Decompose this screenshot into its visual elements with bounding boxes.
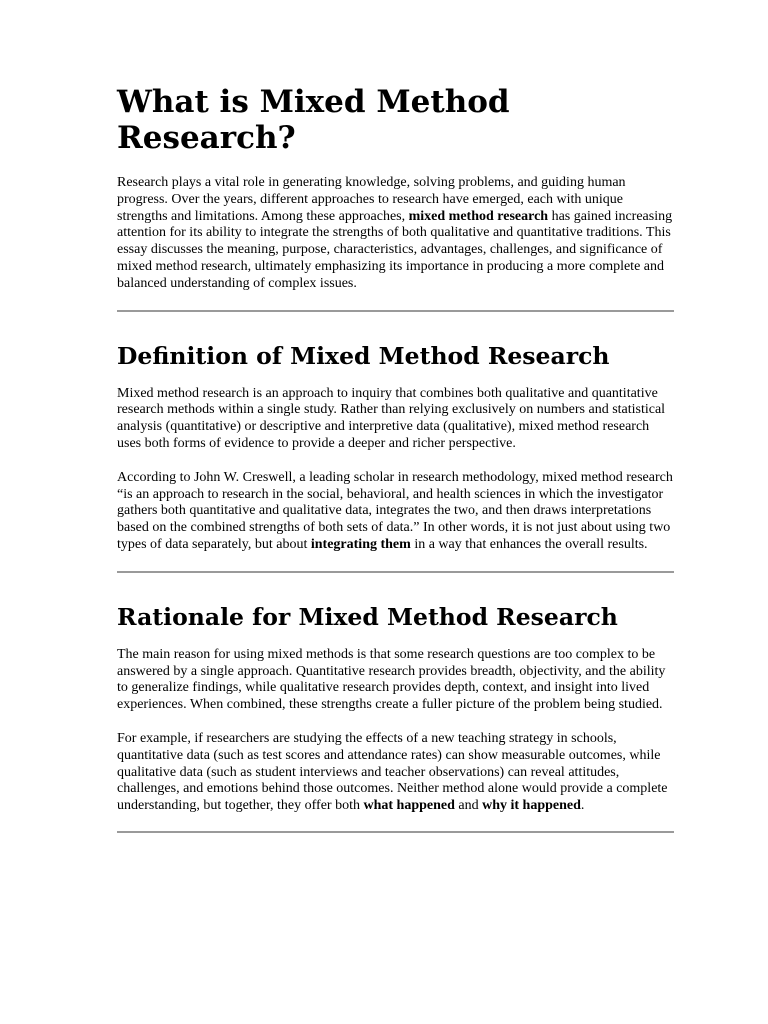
rationale-paragraph-2 <box>117 731 674 815</box>
definition-paragraph-2 <box>117 470 674 554</box>
rationale-paragraph-1: The main reason for using mixed methods is that some research questions are too complex to be answered by a single approach. Quantitative research provides breadth, objectivity, and the ability to generalize findings, while qualitative research provides depth, context, and insight into lived experiences. When combined, these strengths create a fuller picture of the problem being studied. <box>117 646 666 713</box>
section-divider <box>117 571 674 573</box>
page-title: What is Mixed Method Research? <box>117 84 510 156</box>
rationale-p2-bold-1: what happened <box>363 798 455 814</box>
definition-p2-text-end: in a way that enhances the overall results. <box>410 536 648 552</box>
intro-paragraph <box>117 175 674 293</box>
intro-text: Research plays a vital role in generating knowledge, solving problems, and guiding human progress. Over the years, different approaches to research have emerged, each with unique strengths and limitations. Among these approaches, <box>117 175 626 224</box>
intro-text-continued: has gained increasing attention for its ability to integrate the strengths of both qualitative and quantitative traditions. This essay discusses the meaning, purpose, characteristics, advantages, challenges, and significance of mixed method research, ultimately emphasizing its importance in producing a more complete and balanced understanding of complex issues. <box>117 208 673 291</box>
rationale-p2-text-mid: and <box>454 798 483 814</box>
definition-paragraph-1: Mixed method research is an approach to inquiry that combines both qualitative and quantitative research methods within a single study. Rather than relying exclusively on numbers and statistical analysis (quantitative) or descriptive and interpretive data (qualitative), mixed method research uses both forms of evidence to provide a deeper and richer perspective. <box>117 385 666 451</box>
intro-bold-term: mixed method research <box>408 208 549 224</box>
section-divider <box>117 310 674 312</box>
rationale-p2-text: For example, if researchers are studying the effects of a new teaching strategy in schools, quantitative data (such as test scores and attendance rates) can show measurable outcomes, while qualitative data (such as student interviews and teacher observations) can reveal attitudes, challenges, and emotions behind those outcomes. Neither method alone would provide a complete understanding, but together, they offer both <box>117 730 668 814</box>
document-body <box>117 84 674 833</box>
rationale-p2-bold-2: why it happened <box>482 798 581 814</box>
definition-p2-text: According to John W. Creswell, a leading scholar in research methodology, mixed method research “is an approach to research in the social, behavioral, and health sciences in which the investigator gathers both quantitative and qualitative data, integrates the two, and then draws interpretations based on the combined strengths of both sets of data.” In other words, it is not just about using two types of data separately, but about <box>117 469 673 552</box>
section-divider <box>117 831 674 833</box>
rationale-p2-text-end: . <box>580 798 585 814</box>
definition-heading: Definition of Mixed Method Research <box>117 341 610 370</box>
definition-p2-bold: integrating them <box>310 536 411 552</box>
rationale-heading: Rationale for Mixed Method Research <box>117 602 618 631</box>
